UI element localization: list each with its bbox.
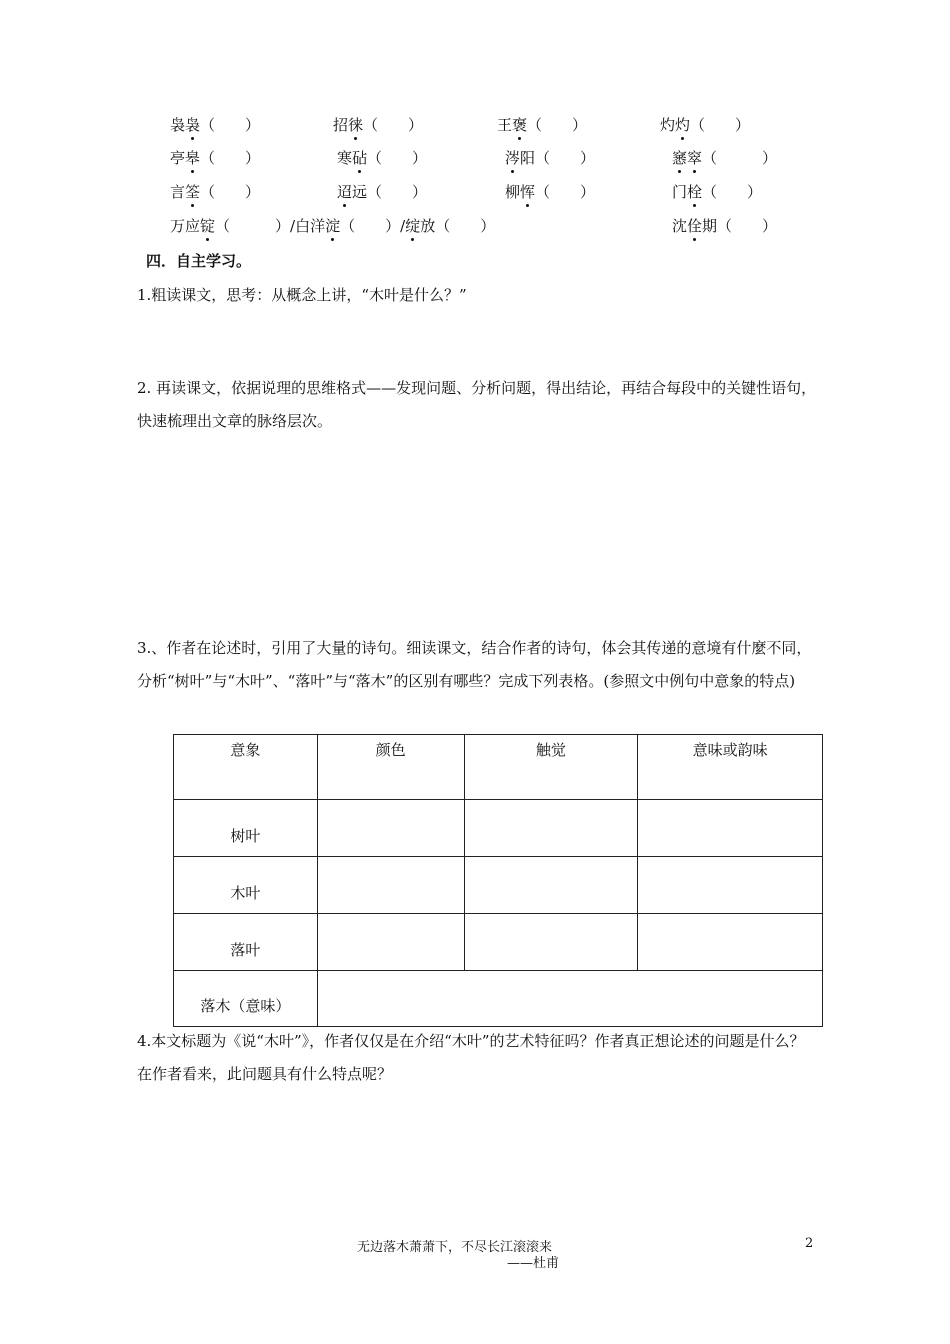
section-title: 四．自主学习。 (146, 252, 252, 270)
pinyin-word: 涔阳（ ） (505, 149, 596, 167)
row-label: 树叶 (174, 800, 318, 857)
pinyin-word: 寒砧（ ） (337, 149, 428, 167)
row-label: 落木（意味） (174, 971, 318, 1027)
pinyin-row (0, 114, 950, 138)
page-number: 2 (805, 1236, 814, 1251)
question-4: 4.本文标题为《说“木叶”》，作者仅仅是在介绍“木叶”的艺术特征吗？作者真正想论述的问题是什么？在作者看来，此问题具有什么特点呢？ (137, 1032, 805, 1083)
footer-quote: 无边落木萧萧下，不尽长江滚滚来 (357, 1240, 553, 1255)
answer-cell[interactable] (638, 857, 823, 914)
pinyin-word: 王褒（ ） (497, 116, 588, 134)
question-2: 2. 再读课文，依据说理的思维格式——发现问题、分析问题，得出结论，再结合每段中的关键性语句，快速梳理出文章的脉络层次。 (137, 379, 817, 430)
answer-cell[interactable] (317, 800, 464, 857)
pinyin-word: 言筌（ ） (170, 183, 261, 201)
pinyin-word: 亭皋（ ） (170, 149, 261, 167)
answer-cell[interactable] (317, 914, 464, 971)
pinyin-word: 沈佺期（ ） (672, 217, 778, 235)
table-row (174, 857, 823, 914)
pinyin-row (0, 147, 950, 171)
question-3: 3.、作者在论述时，引用了大量的诗句。细读课文，结合作者的诗句，体会其传递的意境有什麼不同，分析“树叶”与“木叶”、“落叶”与“落木”的区别有哪些？完成下列表格。(参照文中例句中意象的特点) (137, 639, 812, 690)
table-header: 颜色 (317, 735, 464, 800)
answer-cell[interactable] (638, 800, 823, 857)
table-row (174, 800, 823, 857)
table-header: 意象 (174, 735, 318, 800)
pinyin-word: 窸窣（ ） (672, 149, 778, 167)
footer-author: ——杜甫 (507, 1256, 560, 1271)
pinyin-word: 门栓（ ） (672, 183, 763, 201)
table-header: 意味或韵味 (638, 735, 823, 800)
answer-cell[interactable] (317, 857, 464, 914)
answer-cell[interactable] (638, 914, 823, 971)
table-header-row (174, 735, 823, 800)
imagery-table (173, 734, 823, 1027)
pinyin-word: 灼灼（ ） (660, 116, 751, 134)
pinyin-word: 迢远（ ） (337, 183, 428, 201)
question-1: 1.粗读课文，思考：从概念上讲，“木叶是什么？” (137, 286, 467, 304)
answer-cell[interactable] (464, 914, 638, 971)
answer-cell[interactable] (317, 971, 822, 1027)
pinyin-word: 袅袅（ ） (170, 116, 261, 134)
answer-cell[interactable] (464, 800, 638, 857)
answer-cell[interactable] (464, 857, 638, 914)
table-row (174, 914, 823, 971)
pinyin-word: 柳恽（ ） (505, 183, 596, 201)
row-label: 落叶 (174, 914, 318, 971)
pinyin-word: 万应锭（ ）/白洋淀（ ）/绽放（ ） (170, 217, 496, 235)
pinyin-row (0, 215, 950, 239)
pinyin-word: 招徕（ ） (333, 116, 424, 134)
pinyin-row (0, 181, 950, 205)
table-row (174, 971, 823, 1027)
row-label: 木叶 (174, 857, 318, 914)
table-header: 触觉 (464, 735, 638, 800)
